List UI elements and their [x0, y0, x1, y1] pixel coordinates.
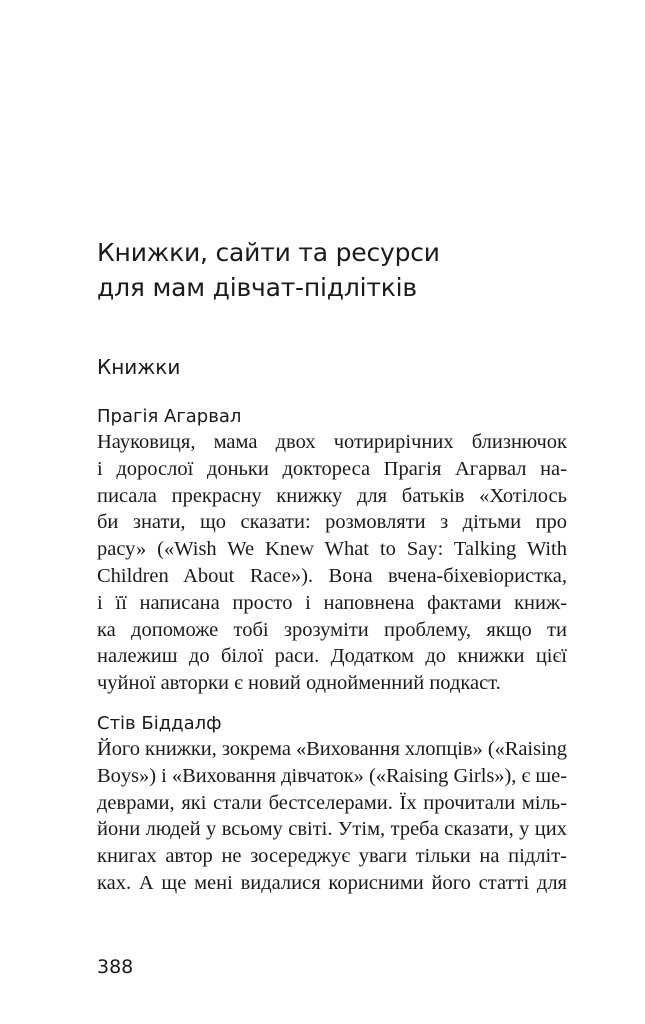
text-line: і її написана просто і наповнена фактами книж-: [97, 591, 567, 614]
book-entry: [97, 404, 567, 697]
chapter-title-line: Книжки, сайти та ресурси: [97, 238, 440, 267]
text-line: ках. А ще мені видалися корисними його статті для: [97, 871, 567, 894]
text-line: Його книжки, зокрема «Виховання хлопців» («Raising: [97, 738, 567, 760]
author-name: Стів Біддалф: [97, 713, 222, 734]
page-number: 388: [97, 956, 134, 978]
text-line: Children About Race»). Вона вчена-біхевіористка,: [97, 564, 567, 587]
text-line: писала прекрасну книжку для батьків «Хотілось: [97, 484, 567, 507]
section-heading: Книжки: [97, 355, 181, 379]
text-line: деврами, які стали бестселерами. Їх прочитали міль-: [97, 791, 567, 814]
text-line: належиш до білої раси. Додатком до книжки цієї: [97, 645, 567, 668]
text-line: книгах автор не зосереджує уваги тільки на підліт-: [97, 845, 567, 868]
text-line: ка допоможе тобі зрозуміти проблему, якщо ти: [97, 618, 567, 641]
author-name: Прагія Агарвал: [97, 406, 242, 427]
chapter-title-line: для мам дівчат-підлітків: [97, 273, 417, 302]
entry-description: [97, 429, 567, 697]
text-line: йони людей у всьому світі. Утім, треба сказати, у цих: [97, 818, 567, 841]
entry-description: [97, 736, 567, 897]
chapter-title: [97, 235, 567, 305]
text-line: расу» («Wish We Knew What to Say: Talking With: [97, 538, 567, 561]
text-line: і дорослої доньки доктореса Прагія Агарвал на-: [97, 457, 567, 480]
text-line: би знати, що сказати: розмовляти з дітьми про: [97, 511, 567, 534]
book-entry: [97, 711, 567, 897]
text-line: чуйної авторки є новий однойменний подкаст.: [97, 672, 501, 695]
text-line: Науковиця, мама двох чотирирічних близнючок: [97, 431, 567, 453]
text-line: Boys») і «Виховання дівчаток» («Raising Girls»), є ше-: [97, 764, 567, 787]
